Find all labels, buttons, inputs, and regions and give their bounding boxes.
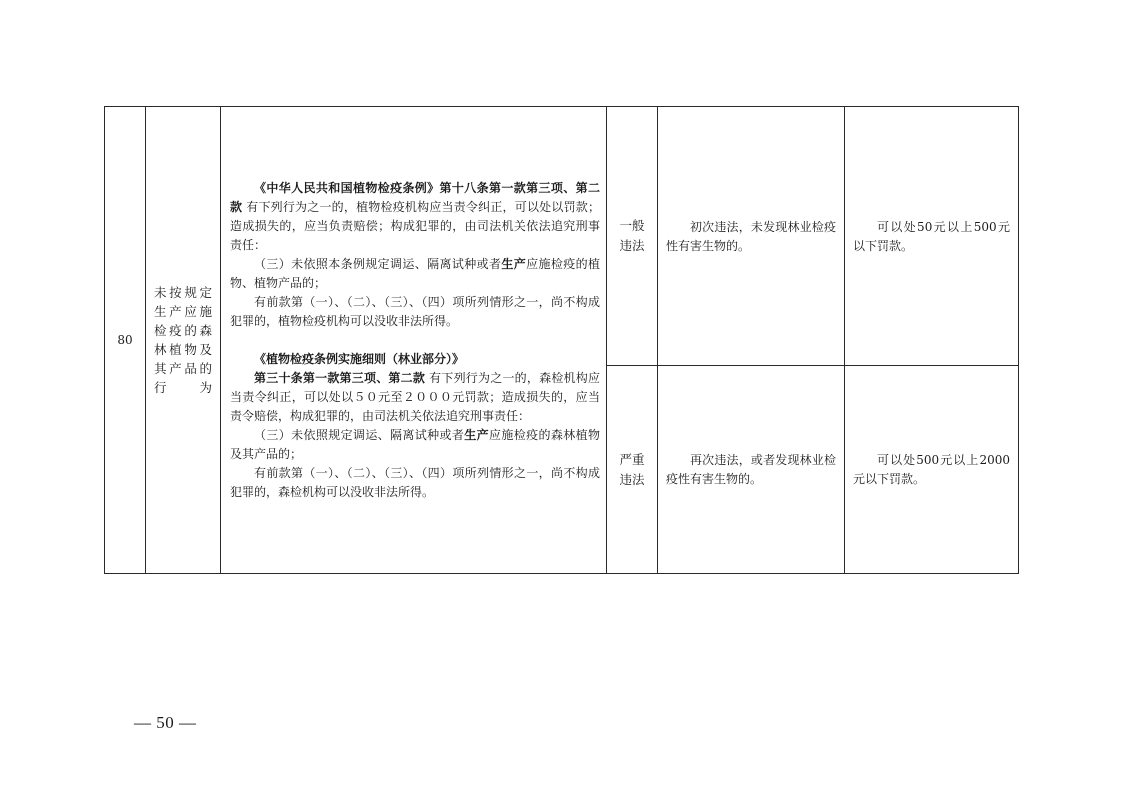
basis1-title: 《中华人民共和国植物检疫条例》第十八条第一款第三项、第二款 [230, 180, 600, 214]
illegal-behavior: 未按规定生产应施检疫的森林植物及其产品的行为 [146, 107, 221, 574]
basis2-clause: 第三十条第一款第三项、第二款 [254, 370, 426, 385]
basis2-title-text: 《植物检疫条例实施细则（林业部分）》 [254, 351, 465, 366]
legal-basis [221, 107, 607, 574]
penalty-standard-table [104, 106, 1019, 574]
level-label-line2: 违法 [619, 238, 645, 253]
level-label-line1: 严重 [619, 451, 645, 467]
basis1-item3-bold: 生产 [501, 256, 527, 271]
level-label-line1: 一般 [619, 218, 645, 233]
basis1-paragraph [230, 179, 600, 255]
basis2-item3-suffix: 应施检疫的森林植物及其产品的； [230, 427, 600, 461]
violation-condition-general: 初次违法，未发现林业检疫性有害生物的。 [658, 107, 845, 366]
basis1-tail: 有前款第（一）、（二）、（三）、（四）项所列情形之一，尚不构成犯罪的，植物检疫机构可以没收非法所得。 [230, 294, 600, 328]
basis2-paragraph [230, 369, 600, 426]
basis2-item3 [230, 426, 600, 464]
basis1-item3-suffix: 应施检疫的植物、植物产品的； [230, 256, 600, 290]
basis2-item3-prefix: （三）未依照规定调运、隔离试种或者 [254, 427, 465, 442]
level-label-line2: 违法 [619, 471, 645, 487]
table-row [105, 107, 1019, 366]
violation-condition-serious: 再次违法，或者发现林业检疫性有害生物的。 [658, 366, 845, 574]
page-number: — 50 — [134, 713, 197, 732]
basis2-item3-bold: 生产 [464, 427, 490, 442]
basis1-item3 [230, 255, 600, 293]
penalty-general: 可以处50元以上500元以下罚款。 [845, 107, 1019, 366]
item-number: 80 [105, 107, 146, 574]
basis1-item3-prefix: （三）未依照本条例规定调运、隔离试种或者 [254, 256, 502, 271]
penalty-serious: 可以处500元以上2000元以下罚款。 [845, 366, 1019, 574]
basis1-intro: 有下列行为之一的，植物检疫机构应当责令纠正，可以处以罚款；造成损失的，应当负责赔偿；构成犯罪的，由司法机关依法追究刑事责任： [230, 199, 600, 252]
violation-level-general [607, 107, 658, 366]
basis2-title [230, 350, 600, 369]
violation-level-serious [607, 366, 658, 574]
basis2-tail: 有前款第（一）、（二）、（三）、（四）项所列情形之一，尚不构成犯罪的，森检机构可以没收非法所得。 [230, 465, 600, 499]
basis2-intro: 有下列行为之一的，森检机构应当责令纠正，可以处以５０元至２０００元罚款；造成损失的，应当责令赔偿，构成犯罪的，由司法机关依法追究刑事责任： [230, 370, 600, 423]
